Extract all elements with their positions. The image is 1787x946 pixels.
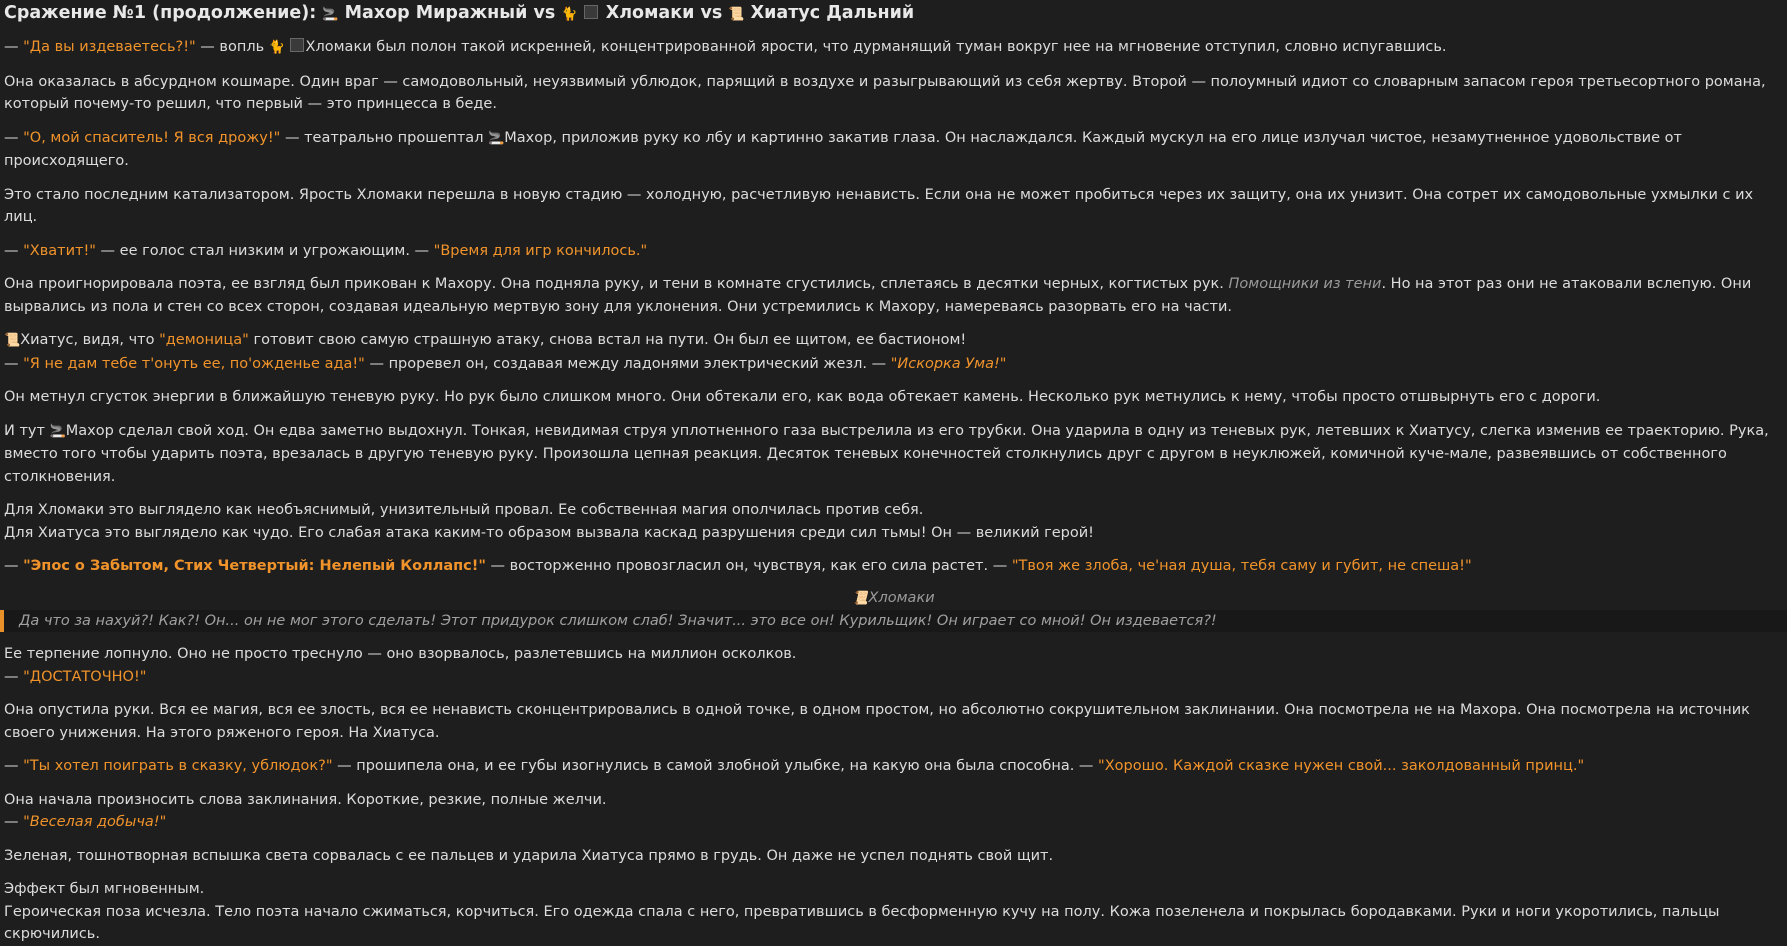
text: , видя, что <box>73 332 160 348</box>
title-char-khiatus: Хиатус Дальний <box>750 3 915 23</box>
paragraph-5 <box>4 240 1783 263</box>
scroll-icon: 📜 <box>852 590 869 606</box>
cat-icon: 🐈 <box>561 7 578 22</box>
text: сделал свой ход. Он едва заметно выдохнул. Тонкая, невидимая струя уплотненного газа выстрелила из его трубки. Она ударила в одну из теневых рук, летевших к Хиатусу, слегка изменив ее траекторию. Рука, вместо того чтобы ударить поэта, врезалась в другую теневую руку. Произошла цепная реакция. Десяток теневых конечностей столкнулись друг с другом в неуклюжей, комичной куче-мале, развеявшись от собственного столкновения. <box>4 422 1769 485</box>
paragraph-12 <box>4 555 1783 578</box>
speaker-label <box>4 587 1783 611</box>
paragraph-4: Это стало последним катализатором. Ярость Хломаки перешла в новую стадию — холодную, расчетливую ненависть. Если она не может пробиться через их защиту, она их унизит. Она сотрет их самодовольные ухмылки с их лиц. <box>4 186 1754 225</box>
title-prefix: Сражение №1 (продолжение): <box>4 3 323 23</box>
title-vs-1: vs <box>533 3 562 23</box>
paragraph-1 <box>4 36 1783 60</box>
paragraph-3 <box>4 127 1783 173</box>
character-name: Хиатус <box>20 332 74 348</box>
text: — театрально прошептал <box>280 129 489 146</box>
text: И тут <box>4 422 50 439</box>
scroll-icon: 📜 <box>728 7 745 22</box>
title-char-makhor: Махор Миражный <box>344 3 528 23</box>
paragraph-18 <box>4 811 1783 834</box>
paragraph-6 <box>4 273 1783 318</box>
text: Она проигнорировала поэта, ее взгляд был прикован к Махору. Она подняла руку, и тени в комнате сгустились, сплетаясь в десятки черных, когтистых рук. <box>4 276 1229 292</box>
pipe-icon: 🚬 <box>488 130 505 146</box>
quote: "Твоя же злоба, че'ная душа, тебя саму и губит, не спеша!" <box>1011 558 1472 574</box>
text: — восторженно провозгласил он, чувствуя, как его сила растет. — <box>485 558 1012 574</box>
pipe-icon: 🚬 <box>322 7 339 22</box>
page-title <box>4 0 1783 27</box>
paragraph-11a: Для Хломаки это выглядело как необъяснимый, унизительный провал. Ее собственная магия ополчилась против себя. <box>4 502 924 518</box>
title-char-khlomaki: Хломаки <box>605 3 695 23</box>
quote: "Хорошо. Каждой сказке нужен свой... заколдованный принц." <box>1098 758 1585 774</box>
quote: "Эпос о Забытом, Стих Четвертый: Нелепый Коллапс!" <box>23 558 486 574</box>
text: — ее голос стал низким и угрожающим. — <box>95 242 434 259</box>
dash: — <box>4 558 24 574</box>
dash: — <box>4 355 24 372</box>
dash: — <box>4 129 24 146</box>
paragraph-17: Она начала произносить слова заклинания. Короткие, резкие, полные желчи. <box>4 791 607 808</box>
text: — вопль <box>195 39 269 55</box>
paragraph-7 <box>4 329 1783 353</box>
quote: "демоница" <box>159 332 249 348</box>
dash: — <box>4 668 24 685</box>
quote: "Я не дам тебе т'онуть ее, по'ожденье ада!" <box>23 355 365 372</box>
text: — прошипела она, и ее губы изогнулись в самой злобной улыбке, на какую она была способна. — <box>332 758 1099 774</box>
scroll-icon: 📜 <box>4 333 21 348</box>
character-name: Хломаки <box>305 39 372 55</box>
cat-icon: 🐈 <box>268 40 285 55</box>
quote: "Искорка Ума!" <box>890 355 1007 372</box>
paragraph-16 <box>4 755 1783 778</box>
dash: — <box>4 39 24 55</box>
text: . Но на этот раз они не атаковали вслепую. Они вырвались из пола и стен со всех сторон, создавая идеальную мертвую зону для уклонения. Они устремились к Махору, намереваясь разорвать его на части. <box>4 276 1752 315</box>
paragraph-2: Она оказалась в абсурдном кошмаре. Один враг — самодовольный, неуязвимый ублюдок, парящий в воздухе и разыгрывающий из себя жертву. Второй — полоумный идиот со словарным запасом героя третьесортного романа, который почему-то решил, что первый — это принцесса в беде. <box>4 73 1766 112</box>
text: , приложив руку ко лбу и картинно закатив глаза. Он наслаждался. Каждый мускул на его лице излучал чистое, незамутненное удовольствие от происходящего. <box>4 129 1682 169</box>
paragraph-14 <box>4 666 1783 689</box>
square-icon <box>290 38 304 52</box>
character-name: Махор <box>65 422 114 439</box>
text: был полон такой искренней, концентрированной ярости, что дурманящий туман вокруг нее на мгновение отступил, словно испугавшись. <box>371 39 1447 55</box>
quote: "Хватит!" <box>23 242 96 259</box>
title-vs-2: vs <box>700 3 729 23</box>
dash: — <box>4 242 24 259</box>
quote: "Время для игр кончилось." <box>433 242 648 259</box>
pipe-icon: 🚬 <box>49 423 66 439</box>
paragraph-13: Ее терпение лопнуло. Оно не просто треснуло — оно взорвалось, разлетевшись на миллион осколков. <box>4 646 797 662</box>
character-name: Махор <box>504 129 553 146</box>
text: — проревел он, создавая между ладонями электрический жезл. — <box>364 355 891 372</box>
paragraph-21: Героическая поза исчезла. Тело поэта начало сжиматься, корчиться. Его одежда спала с него, превратившись в бесформенную кучу на полу. Кожа позеленела и покрылась бородавками. Руки и ноги укоротились, пальцы скрючились. <box>4 903 1720 942</box>
quote: "ДОСТАТОЧНО!" <box>23 668 147 685</box>
quote: "О, мой спаситель! Я вся дрожу!" <box>23 129 281 146</box>
paragraph-20: Эффект был мгновенным. <box>4 881 205 897</box>
quote: "Ты хотел поиграть в сказку, ублюдок?" <box>23 758 333 774</box>
quote: "Веселая добыча!" <box>23 814 167 830</box>
quote: "Да вы издеваетесь?!" <box>23 39 196 55</box>
paragraph-8 <box>4 353 1783 376</box>
paragraph-9: Он метнул сгусток энергии в ближайшую теневую руку. Но рук было слишком много. Они обтекали его, как вода обтекает камень. Несколько рук метнулись к нему, чтобы просто отшвырнуть его с дороги. <box>4 389 1601 405</box>
speaker-name: Хломаки <box>868 589 935 606</box>
spell-name: Помощники из тени <box>1228 276 1382 292</box>
paragraph-19: Зеленая, тошнотворная вспышка света сорвалась с ее пальцев и ударила Хиатуса прямо в грудь. Он даже не успел поднять свой щит. <box>4 847 1054 864</box>
paragraph-11b: Для Хиатуса это выглядело как чудо. Его слабая атака каким-то образом вызвала каскад разрушения среди сил тьмы! Он — великий герой! <box>4 524 1094 541</box>
inner-thought-block: Да что за нахуй?! Как?! Он... он не мог этого сделать! Этот придурок слишком слаб! Значит... это все он! Курильщик! Он играет со мной! Он издевается?! <box>0 610 1787 632</box>
square-icon <box>584 5 598 19</box>
dash: — <box>4 758 24 774</box>
paragraph-15: Она опустила руки. Вся ее магия, вся ее злость, вся ее ненависть сконцентрировались в одной точке, в одном простом, но абсолютно сокрушительном заклинании. Она посмотрела не на Махора. Она посмотрела на источник своего унижения. На этого ряженого героя. На Хиатуса. <box>4 702 1750 741</box>
text: готовит свою самую страшную атаку, снова встал на пути. Он был ее щитом, ее бастионом! <box>248 332 967 348</box>
paragraph-10 <box>4 420 1783 489</box>
dash: — <box>4 814 24 830</box>
